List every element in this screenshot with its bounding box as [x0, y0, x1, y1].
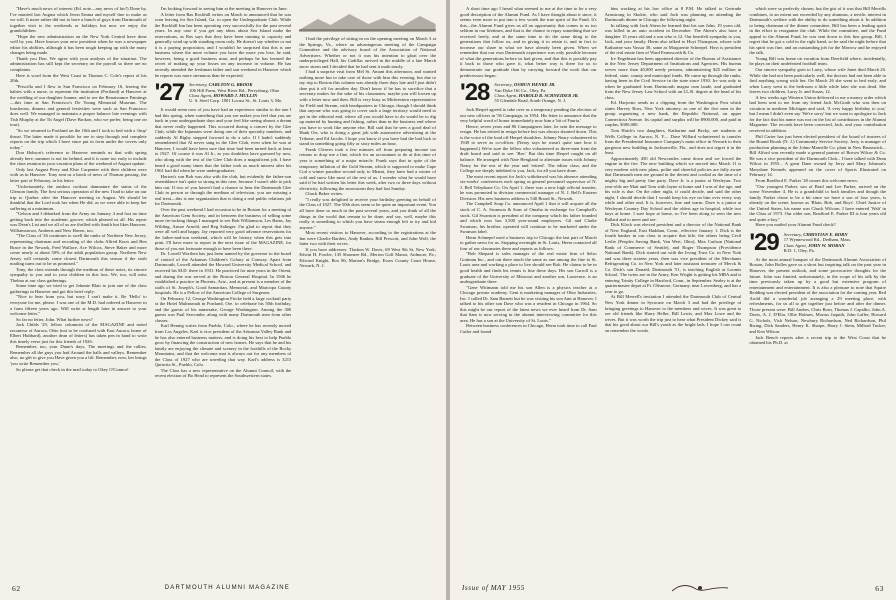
- paragraph: The Campbell Soup Co. announced April 1 that it will acquire all the stock of C. A. Swanson & Sons of Omaha in exchange for Campbell's stock. Gil Swanson is president of the company which his father founded and which now has 3,500 year-round employees. Gil and Clarke Swanson, his brother, operated will continue to be marketed under the Swanson label.: [460, 201, 597, 235]
- paragraph: Jack Childs '29, fellow columnist of the MAGAZINE and noted raconteur of Aurora, Ohio (not to be confused with East Aurora, home of Elbert Hubbard), another dean of letters) has taken pen in hand to write this timely verse just for this friends of 1926:: [10, 322, 147, 344]
- class-year: '29: [749, 228, 779, 256]
- right-column-1: [460, 6, 597, 576]
- paragraph: Here is word from the West Coast in Thomas C. Cole's report of his 20th.: [10, 72, 147, 84]
- class-year: '28: [460, 79, 490, 107]
- paragraph: So far no letter, John. What further news?: [16, 316, 93, 322]
- paragraph: Chuck Baker writes:: [305, 191, 344, 197]
- class-secretary-block: [189, 82, 282, 104]
- class-year: '27: [154, 79, 185, 107]
- left-page-columns: [10, 6, 436, 576]
- paragraph: The Class has a new representative on the Alumni Council, with the recent election of Bo Head to represent the Southwestern states.: [154, 367, 292, 379]
- paragraph: "Gelson and I debarked from the Army on January 4 and lost no time getting back into the academic groove, which pleased us all. His report was Dean's List and we all of us are thrilled with Smith but likes Hanover, Williamstown, Amherst and New Haven, too.: [10, 211, 147, 233]
- paragraph: Karl Hennig writes from Pueblo, Colo., where he has recently moved from Los Angeles. Karl is vice president of the Arkansas Valley Bank and he has also entered business matters, and is doing his best to help Pueblo grow by financing the construction of new homes. He says that he and his family are enjoying the climate and scenery in the foothills of the Rocky Mountains, and that the welcome mat is always out for any members of the Class of 1927 who are traveling that way. Karl's address is 3215 Quincita St., Pueblo, Colo.: [154, 323, 292, 368]
- sketch-icon: [299, 10, 436, 32]
- paragraph: I had a surprise visit from Mel St. Amant this afternoon, and wanted nothing more but to take care of those with him this evening, but due to my trip to Boston this column was already three days late and I just didn't dare put it off for another day. Don't know if he has to sacrifice that a secretary makes for the sake of his classmates, maybe you will loosen up with a letter now and then. Bill is very busy as Midwestern representative for Field and Stream, with headquarters in Chicago, though I should think that anyone who was going to cover such a large territory would need to get in the editorial end, where all you would have to do would be to dig up material by hunting and fishing, rather than in the business end where you have to work like anyone else. Bill said that he sees a good deal of Hank Orr, who is doing a great job with automotive advertising at the Tribune, and Ed Jacobs. I hope you know if you have had the bad luck to stand in something going fifty or sixty miles an hour.: [299, 69, 437, 147]
- page-number: 62: [12, 583, 21, 593]
- paragraph: Jack Bench reports after a recent trip to the West Coast that he obtained his Ph.D. at: [749, 334, 887, 346]
- paragraph: Hence, seven years and 86 Campaigners later, he sent the message to resign. He has retired in resign before but was always shouted down. This is the voice of the loud off Herpel shoulders. Johnny Neary volunteered in 1949 to serve as co-officer. (Neary says he wasn't quite sure how it happened.) We're sure the fellow who volunteered as three-men from the draft board and said to see: 'Bee.' But this time Herpel caught on all balance. He arranged with Nate Hengland to alternate issues with Johnny Neary for the rest of the year and 'retired'. The editor class, and the College are deeply indebted to you, Jack, for all you have done.: [460, 123, 597, 174]
- paragraph: The most recent report for Jack's withdrawal was his absence attending six-weeks' conferences each spring as general personnel supervisor of N. J. Bell Telephone Co. On April 1, there was a new high official transfer, he was promoted to division commercial manager of N. J. Bell's Eastern Division. His new business address is 540 Broad St., Newark.: [460, 173, 597, 201]
- right-page-footer: [462, 582, 884, 594]
- paragraph: Some time ago we tried to get Johnnie Blair to join one of the class gatherings in Hanover and got this brief reply:: [10, 283, 147, 294]
- paragraph: A few weeks ago Western Union delivered to me a money order which had been sent to me from my friend Jack McGrath who was then on vacation in northern Michigan and said, 'A very happy birthday to you,' but I mean I didn't even say 'We're sorry' but we want to apologize to Jack for the fact that his name was not on the list of contributors in the Alumni Magazine. The records have been corrected, Jack, and your contribution received in addition.: [749, 94, 887, 134]
- paragraph: Herm Schnepel used a business trip to Chicago the last part of March to gather news for us. Stopping overnight in St. Louis, Herm contacted all four of our classmates there and reports as follows:: [460, 234, 597, 251]
- paragraph: him working at his law office at 8 P.M. He talked to Gertrude Armstrong in Skokie, who said Jack was planning on attending the Dartmouth dinner in Chicago the following night.: [604, 6, 742, 23]
- secretary-name: OSMUN HENKE JR.: [513, 82, 556, 88]
- agent-address: U. S. Steel Corp. 1801 Locust St., St. Louis 3, Mo.: [189, 98, 283, 104]
- paragraph: Jack Herpel agreed to take over as a temporary pending the election of our new officers in '56 Campaign, in 1954. His letter to announce that the very helpful word of honor immediately now him a 'bit of Fauria.': [460, 107, 597, 124]
- paragraph: Frank Cleaves took a few minutes off from preparing income tax returns to drop me a line, which for an accountant to do at this time of year is something of a major miracle. Frank says that in spite of the temporary inflation of the Gold Stream, which is supposed to make Cape Cod a winter paradise second only to Miami, they have had a winter of cold and snow like most of the rest of us. I wonder what he would have said if he had written his letter this week, after two or three days without electricity, following the snowstorm they had last Sunday.: [299, 146, 437, 191]
- agent-name: HOWARD J. MULLIN: [213, 92, 258, 98]
- secretary-label: Secretary,: [189, 82, 208, 88]
- secretary-label: Secretary,: [783, 231, 803, 237]
- paragraph: Between business conferences in Chicago, Herm took time to call Paul Cutler and found: [460, 323, 597, 334]
- paragraph: Young Bill was home on vacation from Deerfield where, incidentally, he plays on their undefeated football team.: [749, 55, 887, 67]
- paragraph: "Gene Wittmann told me his son Allen is a physics teacher at a Chicago private academy. Gent is marketing manager of Ohio Industries, Inc. I called Dr. Sam Barnett but he was visiting his son Ann at Hanover. I talked to his other son Dave who was a resident in Chicago in 1964. So this might be our report of the latest news we ever heard from Dr. Sam that Sam is now serving in the alumni interviewing committee for this area. He has a son at the University of St. Louis.": [460, 284, 597, 323]
- paragraph: which were so perfectly chosen, but the gist of it was that Bill Merrills combines, to an extent not exceeded by any alumnus, a terrific interest in Dartmouth's welfare with the ability to do something about it. In addition to being chairman of the dinner committee, Bill has been a leading spirit in the effort to reorganize the club. While the committee, and the Fund appeal to the Alumni Fund, he was sent down to this fine group. Bill, I regret that he got a cold in the right hand, so he said the night before that his spirit was fine, and an outstanding job for the Morrow and he enjoyed the talk.: [749, 6, 887, 56]
- right-column-3: [749, 6, 886, 576]
- paragraph: Tony, the class extends through the medium of these notes, its sincere sympathy to you and to your children in this loss. We, too, will miss Thelma at our class gatherings.: [10, 266, 147, 283]
- paragraph: Our sincere sympathy goes to Larry, whose wife Janet died March 26. While she had not been particularly well, the doctors had not been able to find anything wrong with her. On March 26 she went to bed early, and when Larry went to the bedroom a little while later she was dead. She leaves two children, Larry Jr. and Susan, 12.: [749, 67, 887, 95]
- secretary-address: 17 Wynnewood Rd., Dedham, Mass.: [783, 237, 852, 243]
- agent-name: HAROLD R. SCHNEIDER JR.: [518, 92, 579, 98]
- paragraph: "Bob Shepard is sales manager of the real estate firm of Selso Gottman Inc., and out there much the same as one among the fine to St. Louis area and working a place to live should see Bob. He claims to be in good health and finds his tennis is fine these days. His son Carroll is a graduate of the University of Missouri and another son, Lawrence, is an undergraduate there.: [460, 251, 597, 285]
- agent-name: JOHN W. MORAN: [808, 242, 845, 248]
- paragraph: I'm looking forward to seeing him at the meeting in Hanover in June.: [160, 6, 288, 11]
- class-1927-heading: [154, 79, 292, 107]
- paragraph: Remember, too, your Dunn's days, The meetings and the rallies, Remember all the guys you had Around the halls and valleys. Remember also, no gift to give you Have given you a lift. Remember, now, her brings 'you write Remember you.': [10, 344, 147, 366]
- paragraph: "Our youngest Parker, son of Brad and Lee Parker, arrived on the scene November 4. He is a grandchild to both families and though the family Parker chose to be a bit since we have a son of four years, is already on the scene, known as 'Blain, Bob, and Boys'. Chief Justice of the United States, his name was Chuck Wilcom. I have entered 'Walt' in the Class of 1973. Our older son, Bradford E. Parker III is four years old and quite a boy.": [749, 183, 887, 222]
- paragraph: "The Class of '26 continues to swell the ranks of Northern New Jersey, representing chairman and recording of the clubs Alfred Knox and Ben Brace in the Newark, Fred Wallace, Ace Wilcox, Steve Baker and more come nearly at about 50% of the adult population group. Northern New Jersey will certainly come closest Dartmouth this season if the sixth mailing turns out to be as promised.": [10, 233, 147, 267]
- paragraph: On February 12, George Washington Fricke held a large cocktail party at the Hotel Multnomah in Portland, Ore. to celebrate his 50th birthday, and the guests of his namesake, George Washington. Among the 300 guests was Paul Sercombe, along with many Dartmouth men from other classes.: [154, 295, 292, 323]
- paragraph: A letter from Ras Rockhill writes on March to announced that he was soon leaving for Sea Island, Ga. to open the Undergraduate Club. While the Rockhill Inn has been operating very successfully for the past several years. In any case if you get any ideas about Sea Island make the reservations, as Ras says that they have been running to capacity and generally wind up with standing room only. He doesn't say whether or not it is a paying proposition, and I wouldn't be surprised that this is one business where the more volume you have the more you lose, he said, however, being a good business man, and perhaps he has learned the secret of making up your losses on any increase in volume. He has recently attended the freshman father and son weekend in Hanover which he reports was more strenuous than he expected.: [154, 11, 292, 78]
- class-1929-heading: [749, 228, 886, 256]
- paragraph: Over the past weekend I had occasion to be in Boston for a meeting of the American Gem Society, and in between the business of selling some more tie-tacking things I managed to see Bob Williamson, Les Bains, Jay Wilding, Ansoe Arnold, and Reg Salinger. I'm glad to report that they were all well and happy. Jay reported very good advance reservations for the father-and-son weekend, which will be history when this gets into print. I'll have more to report in the next issue of the MAGAZINE, for those of you not fortunate enough to have been there.: [154, 206, 292, 251]
- paragraph: So please get that check in the mail today to Okey O'Connor!: [16, 366, 129, 372]
- secretary-name: CHRISTIAN E. BORN: [803, 231, 848, 237]
- class-secretary-block: [494, 82, 578, 104]
- paragraph: "Priscilla and I flew to San Francisco on February 16, leaving the babies with a nurse, to represent the institution (Portland) at Hanover at the wedding of our daughter Joanne, and to see the Renaissance Paintings—this time at San Francisco's De Young Memorial Museum. The luncheons, dinners and general festivities were such as San Francisco does well. We managed to maintain a proper balance late evenings with Tish Murphy at the Tit Angel (Dave Brokon, who we prefer, being one on tour).: [10, 83, 147, 128]
- issue-date: Issue of MAY 1955: [462, 584, 525, 592]
- right-page-columns: [460, 6, 886, 576]
- paragraph: Dick Klack was elected president and a director of the National Bank of New England, East Haddam, Conn., effective January 1. Dick is the fourth banker in our class to acquire that title, the others being Cecil Leslie (Peoples Saving Bank, Van Wert, Ohio), Max Carlson (National Bank of Commerce of Seattle), and Roger Thompson (Providence National Bank). Dick started out with the Irving Trust Co. in New York and was there sixteen years, then was vice president of the Merchants Refrigerating Co. in New York and later assistant treasurer of Merck & Co. Dick's son Donald, Dartmouth '51, is teaching English at Loomis School. The twins are in the Army, Ken Wright is getting his MBA and is entering Trinity College in Hartford, Conn., in September. Sealey is at the quartermaster depot at Ft. Oltsmore, Germany, near Lowenberg, and has a year to go.: [604, 222, 742, 294]
- paragraph: Tom Hatch's two daughters, Katharine and Becky, are students at Wells College in Aurora, N. Y.... Dave Willard volunteered to transfer from the Presidential Insurance Company's main office in Newark to their gorgeous new building in Jacksonville, Fla., and does not regret it in the least.: [604, 128, 742, 156]
- paragraph: Irv Engelman has been appointed director of the Bureau of Assistance in the New Jersey Department of Institutions and Agencies. His bureau serves more than 40,000 needy persons, administering $25 million in federal, state, county and municipal funds. He came up through the ranks, having been in the Civil Service in the state since 1930. Irv was only to when he graduated from Dartmouth magna cum laude, and graduated from the New Jersey Law School with an LL.B. degree at the head of his class.: [604, 55, 742, 100]
- paragraph: "Have's much news of interest (Ed. note—any news of his?) Done by, I've married last August which Jeron Emma and myself fine to make as we will. It more rather did not to have a bunch of guys from Dartmouth of together visit to the weekends or holidays but now we enjoy the grandchildren.: [10, 6, 147, 34]
- paragraph: It would seem now of you have had an experience similar to the one I had this spring, when something that you see makes you feel that you are back in your undergraduate days and your feel like seeing almost a dream that never really happened. This occurred during a concert by the Glee Club, while the Injunnies were doing one of their specialty numbers, and suddenly Al Rigby stepped forward to do a solo. If I hadn't suddenly remembered that Al never sang in the Glee Club, even when he was at Hanover, I would have been sure that time had been turned back at least to 1927. Of course it was Al Jr., as you doubtless have guessed by now, who along with the rest of the Glee Club does a magnificent job. I have heard a good many times that the father took as much interest after his 1961 had did when he were undergraduates.: [154, 107, 292, 174]
- secretary-name: CARLTON G. BROOK: [208, 82, 253, 88]
- paragraph: "So we returned to Portland on the 10th and I took to bed with a 'drop' throat. The latter made it possible for me to step through and complete reports on the trip which I have since put in form under the covers only today.": [10, 128, 147, 150]
- paragraph: Approximately 450 old Newcastles came down and we forced the engine in the fire. The new building which we moved into March 11 is very modern with new plans, polite and cheerful policies are fully aware that Dartmouth men are ground in the decent and cordial as the time of a mighty big and pretty fine party. Dave Jr. is a junior at Wesleyan. Two year-olds are Matt and Tom with Jayne at home and I was of the age, and his wife is due. On the other night, if could decide, and said the other night, I should decide that I would keep his eye on him over every way while and other end. It is, however, fine and warm. Dave is a junior at Wesleyan Country Day School and the oldest age in hospital, while two boys at home. I sure hope at home, so I've been along to seen the new Ballard and to meet and see.: [604, 155, 742, 222]
- paragraph: Ed. Harjorno sends us a clipping from the Washington Post which states Harvey Ross, New York attorney, as one of the five men in the group organizing a new bank, the Republic National, on upper Connecticut Avenue. Its capital and surplus will be $900,000, and paid in surplus, $300,000.: [604, 100, 742, 128]
- class-secretary-block: [784, 232, 852, 254]
- page-number: 63: [875, 583, 884, 593]
- agent-address: 55 Glendale Road, South Orange, N. J.: [494, 98, 567, 104]
- class-1928-heading: [460, 79, 597, 107]
- paragraph: Most recent visitors to Hanover, according to the registrations at the Inn were Charlie Bartlett, Andy Rankin, Bill Prescott, and John Wolf, the latter two with their wives.: [299, 230, 437, 247]
- paragraph: "I really was delighted to receive your birthday greeting on behalf of the Class of 1927. The 50th does seem to be quite an important event. You all have done so much in the past several years, and you think of all the things in the world that remain to be done, and say, well, maybe this really is something to which you have steam enough left to try and kid anyone.": [299, 196, 437, 230]
- agent-label: Class Agent,: [494, 92, 518, 98]
- agent-label: Class Agent,: [783, 242, 807, 248]
- footer-sketch-illustration: [670, 582, 730, 594]
- agent-label: Class Agent,: [189, 92, 213, 98]
- agent-address: R.D. 1, Oley, Pa.: [783, 248, 815, 254]
- ornament-icon: [670, 582, 730, 594]
- paragraph: Horton's son Bob was also with the club, but evidently the father-son resemblance isn't quite so strong in this case, because I wasn't able to pick him out. If two of you haven't had a chance to hear the Dartmouth Glee Club in person or through the medium of television, you are missing a real treat—this is one organization that is doing a real public relations job for Dartmouth.: [154, 173, 292, 207]
- paragraph: I had the privilege of sitting in on the opening meeting on March 3 at the Springs, Va., where an advantageous meeting of the Campaign Committee and the advisory board of the Association of National Advertisers. Whether or not it was his intention to gloat over the underprivileged Hall, his Cadillac arrived in the middle of a late March snow storm and I decided that he had sent it maliciously.: [299, 36, 437, 69]
- paragraph: At Bill Merrell's invitation I attended the Dartmouth Club of Central New York dinner in Syracuse on March 3 and had the privilege of bringing greetings to Hanover to the members and wives. It was great to see old friends like Harry Heller, Bill Lewis, and Max Lowe and the wives. But it was worth the trip just to hear what President Dickey said is that his good about our Bill's youth as the bright lads. I hope I can count on remember the words.: [604, 294, 742, 333]
- right-column-2: [605, 6, 742, 576]
- paragraph: "Unfortunately, the outdoor cookout damnature the status of the Gleason family. The first serious operation of the new I had to take on our trip to Quebec after the Hanover meeting in August. We should be thankful that the Lord took her when He did, as we were able to keep her suffering at a minimum.: [10, 183, 147, 211]
- paragraph: At the most annual banquet of the Dartmouth Alumni Association of Boston, John Bolles gave us a short but inspiring talk on the past year in Hanover, the present outlook, and some provocative thoughts for the future. John was limited, unfortunately, in the scope of his talk by the time previously taken up by a good but extensive program of entertainment and entertainment. It is also a pleasure to note that Squire Redding was elected president of the association for the coming year. Red Arold did a wonderful job arranging a 29 meeting place, with refreshments, for us all to get together just before and after the dinner. Those present were: Bill Andres, Chris Born, Thomas J. Capalbo, John A. Davis, A. J. D'Elia, Ollie Holmes, Morrus Jaquith, John Laffer, Howard G. Nichols, Vick Nelson, Newbury Richardson, Ned Richardson, Phil Rising, Dick Sanders, Henry K. Sharpe, Harry J. Stein, Millard Tucker, and Ken Wilson.: [749, 256, 887, 334]
- magazine-title: DARTMOUTH ALUMNI MAGAZINE: [164, 585, 290, 591]
- paragraph: From Bradford E. Parker '28 comes this welcome news:: [755, 177, 859, 183]
- paragraph: Don Hobson's reference to Hanover reminds us that with spring already here, summer is not far behind, and it is none too early to include the class reunion in your vacation plans of the weekend of August update.: [10, 150, 147, 167]
- secretary-address: Van Dyke Oil Co., Oley, Pa.: [494, 87, 547, 93]
- paragraph: Only last August Perry and Elsie Carpenter with their children were with us in Hanover. Tony sent us a batch of news of Thomas passing, the latter part of February, in his letter:: [10, 166, 147, 183]
- left-page: [0, 0, 446, 600]
- paragraph: Thank you Don. We agree with your analysis of the situation. The administration has still kept the secretary on the payroll so there are no complaints.: [10, 55, 147, 73]
- secretary-label: Secretary,: [494, 82, 513, 88]
- paragraph: "Nice to hear from you, but sorry I can't make it. Be 'Hello' to everyone for me, please. I was one of the M.D. had ordered at Hanover in a farm fifteen years ago. Will write at length later in answer to your welcome letter.": [10, 294, 147, 317]
- left-column-1: [10, 6, 147, 576]
- paragraph: In talking with Jack Ahern he learned that his son John, 19 years old, was killed in an auto accident in December. The Ahern's also have a daughter 15 years old and a son who is 12. Our heartfelt sympathy to you, Jack, and your family. Herm also talked to Hoyt Thompson, whose wife Katharine was Vassar 38, same as Marguerite Schnepel. Hoyt is president of the real estate firm of Ward Farnsworth & Co.: [604, 22, 742, 56]
- right-page: [450, 0, 896, 600]
- paragraph: If you have addresses: Tlasbon W. Davis, 69 West 9th St, New York; Edwin H. Fowler, 135 Shawnee Rd., Merion Golf Manor, Ardmore, Pa.; Edward Knight, Box 86, Marion's Bridge, Essex County Court House, Newark, N. J.: [299, 246, 437, 269]
- paragraph: Dr. Lowell Worthen has just been named by the governor to the board of control of the Arkansas Children's Colony at Conway. Apart from Dartmouth, Lowell attended the Howard University Medical School, and received his M.D. there in 1931. He practiced for nine years in the Orient, and during the war served at the Boston General Hospital. In 1946 he established a practice in Phoenix, Ariz., and at present is a member of the staffs of St. Joseph's, Good Samaritan, Memorial, and Maricopa County hospitals. He is a Fellow of the American College of Surgeons.: [154, 251, 292, 296]
- paragraph: Have you mailed your Alumni Fund check?: [755, 222, 836, 228]
- left-page-footer: [12, 582, 434, 594]
- mountain-sketch-illustration: [299, 10, 436, 32]
- paragraph: "Hope the new administration on the New York Central have done well by you. Have known your new president when he was a newspaper editor his abilities, although it has been tough keeping up with the many changes being made.: [10, 33, 147, 56]
- left-column-2: [155, 6, 292, 576]
- paragraph: Phil Carter has just been elected president of the board of trustees of the Bound Brook (N. J.) Community Service Society. Jerry is manager of production planning at the Johns-Manville Co. plant in New Brunswick... Bill Alford was recently made a general partner of Brown Wilcor & Co. He was a vice president of the Dartmouth Club... I have talked with Dean Wilcot in 1955... A great Dane owned by Jerry and Mary Johnson's Marydane Kennels appeared on the cover of Sports Illustrated on February 14.: [749, 133, 887, 178]
- left-column-3: [299, 6, 436, 576]
- paragraph: A short time ago I heard what seemed to me at the time to be a very good description of the Alumni Fund. As I have thought about it since, it seems even more to put into a few words the true spirit of the Fund. It's this—the Alumni Fund gives us all an opportunity that comes to us too seldom in our lifetimes, and that is the chance to repay something that we received freely, and at the same time to do the same thing to the generations that follow us, and in giving it to retain it, and in fact to increase our share in what we have already been given. When we remember that our own Dartmouth experience was only possible because of what the generations before us had given, and that this is possibly pay it back to those who gave it, what better way is there for us to demonstrate our gratitude than by carrying forward the work that our predecessors began.: [460, 6, 597, 78]
- secretary-address: 106 Hill Farm, West River Rd., Perrysburg, Ohio: [189, 87, 280, 93]
